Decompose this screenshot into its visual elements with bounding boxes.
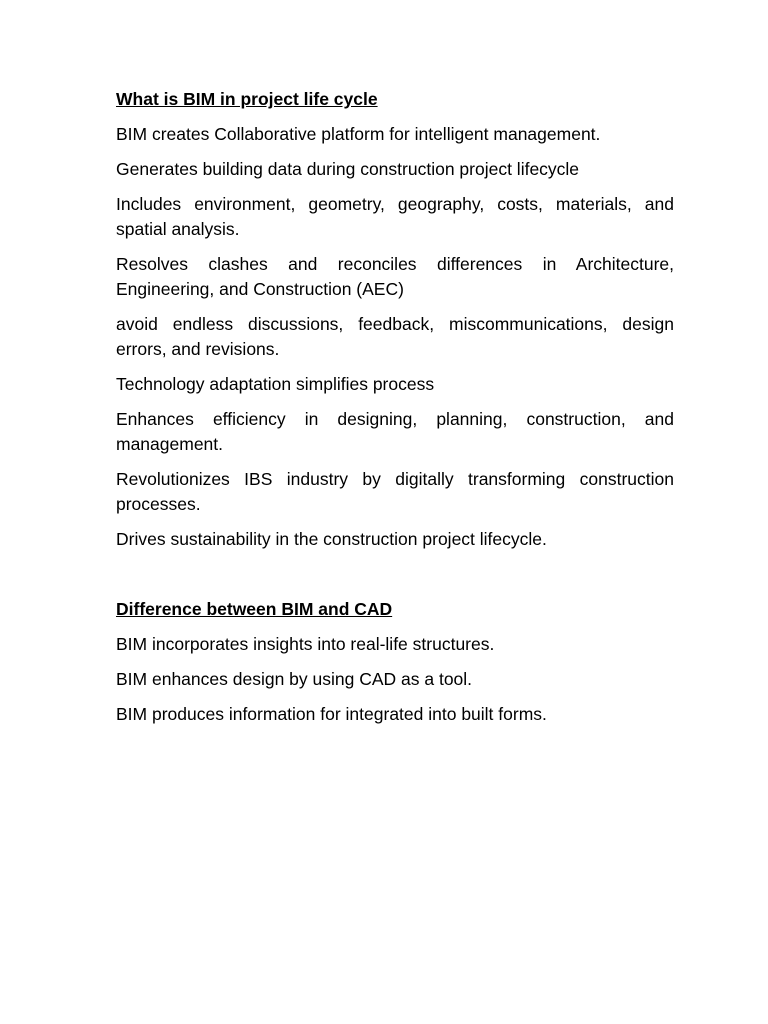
paragraph: BIM produces information for integrated into built forms. xyxy=(116,704,547,724)
paragraph: avoid endless discussions, feedback, miscommunications, design errors, and revisions. xyxy=(116,314,674,359)
document-body xyxy=(116,87,674,737)
section-heading-bim-vs-cad: Difference between BIM and CAD xyxy=(116,599,393,619)
paragraph: BIM enhances design by using CAD as a tool. xyxy=(116,669,473,689)
paragraph: BIM incorporates insights into real-life structures. xyxy=(116,634,495,654)
paragraph: Includes environment, geometry, geography, costs, materials, and spatial analysis. xyxy=(116,194,674,239)
paragraph: BIM creates Collaborative platform for intelligent management. xyxy=(116,124,601,144)
paragraph: Generates building data during construction project lifecycle xyxy=(116,159,580,179)
section-heading-bim-lifecycle: What is BIM in project life cycle xyxy=(116,89,378,109)
paragraph: Drives sustainability in the construction project lifecycle. xyxy=(116,529,547,549)
section-spacer xyxy=(116,562,674,597)
paragraph: Enhances efficiency in designing, planning, construction, and management. xyxy=(116,409,674,454)
paragraph: Revolutionizes IBS industry by digitally transforming construction processes. xyxy=(116,469,674,514)
paragraph: Technology adaptation simplifies process xyxy=(116,374,435,394)
paragraph: Resolves clashes and reconciles differences in Architecture, Engineering, and Construction (AEC) xyxy=(116,254,674,299)
